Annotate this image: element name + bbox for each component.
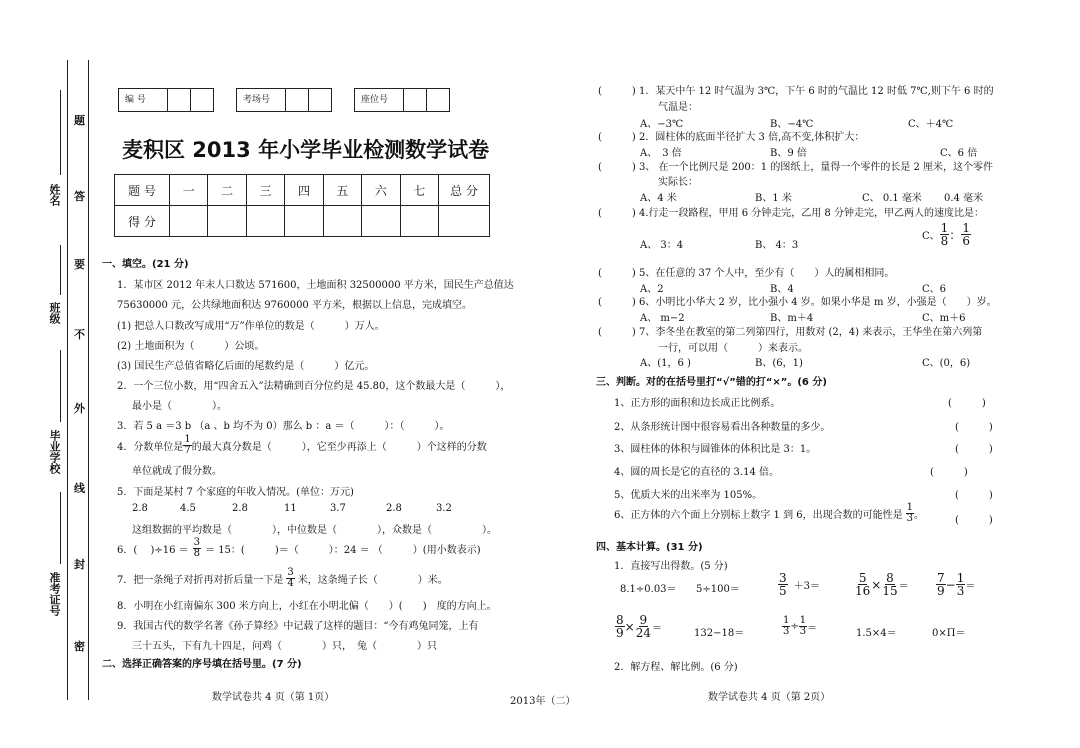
school-underline[interactable]	[60, 350, 61, 422]
section-1-title: 一、填空。(21 分)	[102, 259, 189, 270]
fraction	[183, 435, 191, 456]
fraction	[906, 503, 914, 524]
fraction-denominator: 9	[937, 584, 945, 598]
question-1-cont: 75630000 元，公共绿地面积达 9760000 平方米，根据以上信息，完成填空。	[117, 300, 472, 311]
fraction-numerator: 3	[287, 567, 294, 578]
fraction	[615, 614, 625, 639]
choice-2: ( ) 2．圆柱体的底面半径扩大 3 倍,高不变,体积扩大：	[598, 132, 865, 143]
score-header-cell: 七	[400, 175, 438, 206]
judge-2: 2、从条形统计图中很容易看出各种数量的多少。	[614, 422, 831, 433]
id-number-label: 编 号	[125, 95, 146, 105]
score-header-cell: 二	[208, 175, 246, 206]
fraction-numerator: 1	[783, 615, 790, 626]
calc-expr	[936, 572, 975, 597]
choice-6-option-c[interactable]: C、m＋6	[922, 313, 966, 324]
right-page-footer: 数学试卷共 4 页（第 2页）	[708, 692, 831, 703]
choice-3-option-c[interactable]: C、 0.1 毫米	[862, 193, 922, 204]
fraction-denominator: 8	[193, 548, 201, 559]
score-row-label: 得 分	[115, 206, 170, 237]
fraction-denominator: 3	[799, 626, 807, 637]
margin-char: 封	[74, 558, 85, 571]
question-3: 3．若 5 a ＝3 b （a 、b 均不为 0）那么 b ：a ＝（ ）：（ ）。	[117, 421, 450, 432]
choice-6-option-b[interactable]: B、m＋4	[770, 313, 814, 324]
question-2-cont: 最小是（ ）。	[132, 401, 227, 412]
fraction-numerator: 1	[184, 434, 191, 445]
fraction-numerator: 1	[906, 502, 913, 513]
fraction-denominator: 4	[287, 578, 294, 589]
fraction-numerator: 7	[937, 571, 945, 585]
score-header-cell: 三	[246, 175, 284, 206]
question-2: 2．一个三位小数，用“四舍五入”法精确到百分位约是 45.80，这个数最大是（ ），	[117, 381, 511, 392]
score-cell[interactable]	[362, 206, 400, 237]
input-cell[interactable]	[426, 89, 449, 111]
judge-3: 3、圆柱体的体积与圆锥体的体积比是 3：1。	[614, 444, 817, 455]
judge-5: 5、优质大米的出米率为 105%。	[614, 490, 763, 501]
question-4-cont: 单位就成了假分数。	[132, 466, 222, 477]
score-table	[114, 174, 490, 237]
score-table-header-row	[115, 175, 490, 206]
fraction-numerator: 8	[616, 613, 624, 627]
input-cell[interactable]	[190, 89, 213, 111]
exam-room-box[interactable]	[236, 88, 332, 112]
fraction	[936, 572, 946, 597]
judge-4-answer[interactable]: ( )	[930, 467, 968, 478]
margin-char: 要	[74, 258, 85, 271]
question-8: 8．小明在小红南偏东 300 米方向上，小红在小明北偏（ ）( ) 度的方向上。	[117, 601, 497, 612]
score-header-cell: 题 号	[115, 175, 170, 206]
page-title: 麦积区 2013 年小学毕业检测数学试卷	[122, 138, 490, 162]
choice-7-option-b[interactable]: B、(6，1)	[755, 358, 803, 369]
fraction	[635, 614, 652, 639]
score-header-cell: 总 分	[439, 175, 490, 206]
choice-6-option-a[interactable]: A、 m−2	[640, 313, 685, 324]
question-6-pre: 6．( )÷16 ＝	[117, 545, 189, 556]
fraction	[778, 572, 788, 597]
choice-2-option-a[interactable]: A、 3 倍	[640, 148, 682, 159]
question-7	[117, 568, 448, 589]
school-label: 毕业学校	[48, 430, 61, 474]
input-cell[interactable]	[285, 89, 308, 111]
choice-3-option-d[interactable]: 0.4 毫米	[944, 193, 984, 204]
choice-1-option-c[interactable]: C、＋4℃	[908, 119, 954, 130]
score-cell[interactable]	[439, 206, 490, 237]
margin-line-inner	[88, 60, 89, 700]
choice-2-option-b[interactable]: B、9 倍	[770, 148, 807, 159]
choice-7: ( ) 7、李冬坐在教室的第二列第四行，用数对 (2，4) 来表示，王华坐在第六列第	[598, 327, 983, 338]
left-page-footer: 数学试卷共 4 页（第 1页）	[212, 692, 335, 703]
choice-5-option-b[interactable]: B、4	[770, 284, 794, 295]
fraction-denominator: 15	[882, 584, 898, 598]
income-value: 3.7	[330, 503, 346, 514]
judge-5-answer[interactable]: ( )	[955, 490, 993, 501]
choice-1-option-a[interactable]: A、−3℃	[640, 119, 684, 130]
fraction-numerator: 3	[779, 571, 787, 585]
center-footer: 2013年（二）	[510, 696, 576, 707]
fraction-denominator: 6	[962, 234, 970, 248]
margin-char: 密	[74, 640, 85, 653]
choice-6: ( ) 6、小明比小华大 2 岁，比小强小 4 岁。如果小华是 m 岁，小强是（ ）岁。	[598, 297, 997, 308]
choice-5-option-c[interactable]: C、6	[922, 284, 947, 295]
choice-7-cont: 一行，可以用（ ）来表示。	[658, 343, 808, 354]
choice-1-option-b[interactable]: B、−4℃	[770, 119, 814, 130]
calc-tail: ＝	[965, 581, 976, 592]
income-value: 2.8	[132, 503, 148, 514]
choice-3-option-b[interactable]: B、1 米	[755, 193, 792, 204]
judge-1-answer[interactable]: ( )	[948, 398, 986, 409]
fraction	[881, 572, 898, 597]
class-underline[interactable]	[60, 245, 61, 295]
fraction-numerator: 3	[193, 537, 201, 548]
question-1: 1．某市区 2012 年末人口数达 571600，土地面积 32500000 平方米，国民生产总值达	[117, 280, 514, 291]
exam-room-label: 考场号	[243, 95, 271, 105]
question-9-cont: 三十五头，下有九十四足，问鸡（ ）只， 兔（ ）只	[132, 641, 437, 652]
score-header-cell: 一	[170, 175, 208, 206]
ratio-sign: ：	[949, 228, 962, 242]
question-6	[117, 538, 481, 559]
fraction-denominator: 24	[635, 626, 651, 640]
calc-expr: 8.1÷0.03＝	[620, 584, 677, 595]
income-values	[132, 503, 452, 514]
fraction	[854, 572, 871, 597]
judge-6-end: 。	[914, 510, 924, 521]
choice-5-option-a[interactable]: A、2	[640, 284, 664, 295]
income-value: 2.8	[386, 503, 402, 514]
exam-number-label: 准考证号	[48, 572, 61, 616]
calc-1-title: 1．直接写出得数。(5 分)	[614, 561, 728, 572]
judge-1: 1、正方形的面积和边长成正比例系。	[614, 398, 781, 409]
calc-expr: 0×Π＝	[932, 628, 966, 639]
question-7-pre: 7．把一条绳子对折再对折后量一下是	[117, 575, 284, 586]
fraction	[799, 616, 807, 637]
choice-4-option-b[interactable]: B、 4：3	[755, 240, 799, 251]
name-label: 姓名	[48, 184, 61, 206]
question-5: 5．下面是某村 7 个家庭的年收入情况。(单位：万元)	[117, 487, 354, 498]
fraction-denominator: 7	[184, 445, 191, 456]
question-1-3: (3) 国民生产总值省略亿后面的尾数约是（ ）亿元。	[117, 361, 375, 372]
margin-char: 答	[74, 190, 85, 203]
income-value: 11	[284, 503, 297, 514]
choice-3-option-a[interactable]: A、4 米	[640, 193, 677, 204]
calc-tail: ＝	[807, 623, 818, 634]
fraction-denominator: 16	[855, 584, 871, 598]
question-9: 9．我国古代的数学名著《孙子算经》中记载了这样的题目：“今有鸡兔同笼，上有	[117, 621, 479, 632]
fraction	[961, 222, 971, 247]
fraction-denominator: 5	[779, 584, 787, 598]
income-value: 3.2	[436, 503, 452, 514]
income-value: 4.5	[180, 503, 196, 514]
score-cell[interactable]	[400, 206, 438, 237]
calc-operator: ×	[871, 577, 882, 592]
choice-7-option-a[interactable]: A、(1，6 )	[640, 358, 691, 369]
fraction-numerator: 1	[956, 571, 965, 585]
fraction	[956, 572, 966, 597]
judge-3-answer[interactable]: ( )	[955, 444, 993, 455]
input-cell[interactable]	[167, 89, 190, 111]
choice-3: ( ) 3、 在一个比例尺是 200：1 的图纸上，量得一个零件的长是 2 厘米，这个零件	[598, 162, 994, 173]
score-cell[interactable]	[208, 206, 246, 237]
input-cell[interactable]	[308, 89, 331, 111]
fraction-denominator: 3	[956, 584, 965, 598]
fraction-denominator: 8	[940, 234, 949, 248]
choice-1: ( ) 1．某天中午 12 时气温为 3℃，下午 6 时的气温比 12 时低 7℃,则下午 6 时的	[598, 86, 994, 97]
question-7-post: 米，这条绳子长（ ）米。	[297, 575, 448, 586]
fraction-denominator: 3	[906, 513, 913, 524]
margin-char: 不	[74, 328, 85, 341]
fraction-numerator: 1	[962, 221, 970, 235]
fraction	[782, 616, 790, 637]
calc-expr: 1.5×4＝	[856, 628, 897, 639]
choice-3-cont: 实际长：	[658, 177, 698, 188]
calc-operator: ÷	[790, 621, 799, 632]
section-2-title: 二、选择正确答案的序号填在括号里。(7 分)	[102, 659, 302, 670]
score-cell[interactable]	[170, 206, 208, 237]
choice-4: ( ) 4.行走一段路程，甲用 6 分钟走完，乙用 8 分钟走完，甲乙两人的速度比是：	[598, 208, 984, 219]
calc-expr: 5÷100＝	[696, 584, 740, 595]
choice-1-cont: 气温是：	[658, 102, 698, 113]
choice-7-option-c[interactable]: C、(0，6)	[922, 358, 971, 369]
score-table-score-row	[115, 206, 490, 237]
margin-char: 题	[74, 114, 85, 127]
choice-2-option-c[interactable]: C、6 倍	[940, 148, 978, 159]
fraction	[286, 568, 294, 589]
fraction	[193, 538, 201, 559]
calc-expr	[615, 614, 662, 639]
question-1-2: (2) 土地面积为（ ）公顷。	[117, 341, 265, 352]
calc-2-title: 2．解方程、解比例。(6 分)	[614, 662, 738, 673]
question-4-pre: 4．分数单位是	[117, 442, 184, 453]
judge-6	[614, 503, 924, 524]
calc-expr	[854, 572, 909, 597]
calc-expr: 132−18＝	[694, 628, 745, 639]
fraction-denominator: 9	[616, 626, 624, 640]
judge-2-answer[interactable]: ( )	[955, 422, 993, 433]
judge-4: 4、圆的周长是它的直径的 3.14 倍。	[614, 467, 779, 478]
calc-expr	[782, 616, 817, 637]
choice-4-option-c[interactable]	[922, 222, 971, 247]
margin-line-outer	[67, 60, 68, 700]
income-value: 2.8	[232, 503, 248, 514]
fraction	[940, 222, 950, 247]
fraction-numerator: 5	[858, 571, 867, 585]
score-header-cell: 六	[362, 175, 400, 206]
calc-tail: ＝	[898, 581, 909, 592]
class-label: 班级	[48, 302, 61, 324]
question-5-cont: 这组数据的平均数是（ ），中位数是（ ），众数是（ ）。	[132, 525, 497, 536]
judge-6-answer[interactable]: ( )	[955, 515, 993, 526]
margin-char: 线	[74, 482, 85, 495]
question-6-post: ＝ 15：( )＝（ ）：24 ＝ （ ）(用小数表示)	[205, 545, 481, 556]
margin-char: 外	[74, 402, 85, 415]
fraction-numerator: 8	[886, 571, 894, 585]
option-letter: C、	[922, 231, 940, 242]
question-1-1: (1) 把总人口数改写成用“万”作单位的数是（ ）万人。	[117, 321, 385, 332]
section-4-title: 四、基本计算。(31 分)	[596, 542, 703, 553]
choice-4-option-a[interactable]: A、 3：4	[640, 240, 684, 251]
score-cell[interactable]	[285, 206, 323, 237]
score-header-cell: 五	[323, 175, 361, 206]
question-4	[117, 435, 487, 456]
input-cell[interactable]	[403, 89, 426, 111]
calc-tail: ＋3＝	[793, 581, 821, 592]
fraction-numerator: 1	[799, 615, 807, 626]
name-underline[interactable]	[60, 90, 61, 175]
question-4-post: 的最大真分数是（ ），它至少再添上（ ）个这样的分数	[191, 442, 487, 453]
section-3-title: 三、判断。对的在括号里打“√”错的打“×”。(6 分)	[596, 377, 827, 388]
calc-tail: ＝	[651, 623, 662, 634]
score-cell[interactable]	[323, 206, 361, 237]
exam-number-underline[interactable]	[60, 492, 61, 564]
score-header-cell: 四	[285, 175, 323, 206]
score-cell[interactable]	[246, 206, 284, 237]
seat-number-label: 座位号	[361, 95, 389, 105]
calc-operator: ×	[624, 619, 635, 634]
seat-number-box[interactable]	[354, 88, 450, 112]
fraction-denominator: 3	[783, 626, 790, 637]
fraction-numerator: 1	[940, 221, 949, 235]
choice-5: ( ) 5、在任意的 37 个人中，至少有（ ）人的属相相同。	[598, 268, 895, 279]
id-number-box[interactable]	[118, 88, 214, 112]
fraction-numerator: 9	[639, 613, 648, 627]
calc-expr	[778, 572, 820, 597]
calc-operator: −	[945, 577, 956, 592]
judge-6-text: 6、正方体的六个面上分别标上数字 1 到 6，出现合数的可能性是	[614, 510, 903, 521]
